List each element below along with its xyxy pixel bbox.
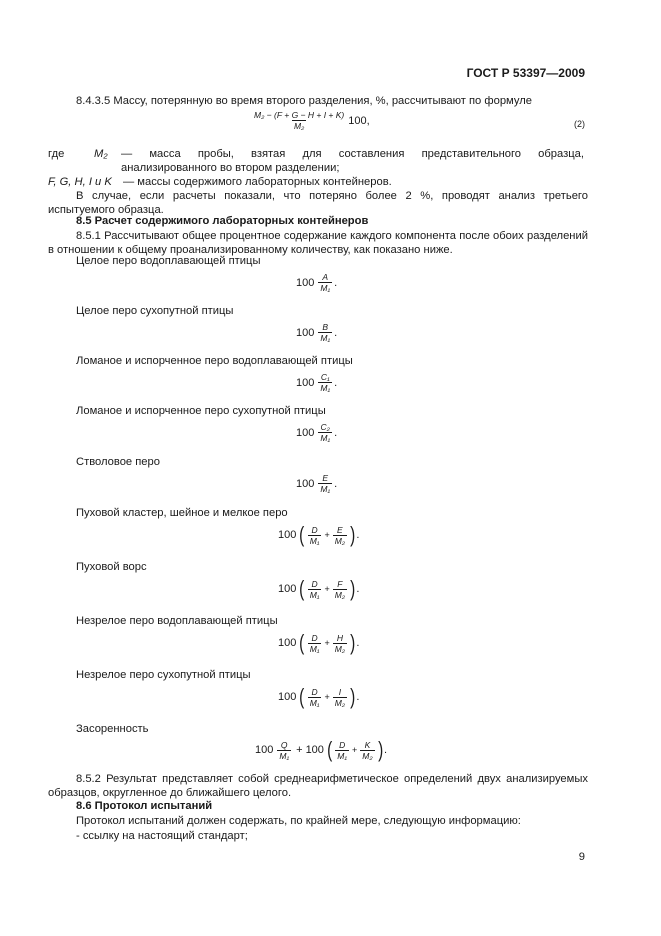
- list-item: - ссылку на настоящий стандарт;: [76, 830, 248, 842]
- formula-item: 100 $\frac{Q}{\text{M₁}}$ + 100 ( $\frac{D}{\text{M₁}}$ + $\frac{K}{\text{M₂}}$ ) .: [255, 737, 387, 762]
- para-8-6: Протокол испытаний должен содержать, по крайней мере, следующую информацию:: [76, 815, 521, 827]
- item-label: Пуховой ворс: [76, 561, 147, 573]
- note-third-sample: В случае, если расчеты показали, что потеряно более 2 %, проводят анализ третьего испытуемого образца.: [48, 190, 588, 216]
- formula-item: 100 ( $\frac{D}{\text{M₁}}$ + $\frac{E}{\text{M₂}}$ ) .: [278, 522, 360, 547]
- symbols-fghik: F, G, H, I и K: [48, 176, 112, 188]
- formula-item: 100 $\frac{A}{\text{M₁}}$ .: [296, 272, 338, 293]
- factor: 100,: [348, 114, 370, 127]
- formula-number: (2): [574, 119, 585, 129]
- formula-item: 100 $\frac{\text{C₁}}{\text{M₁}}$ .: [296, 372, 338, 393]
- para-8-5-1: 8.5.1 Рассчитывают общее процентное содержание каждого компонента после обоих разделений в отношении к общему проанализированному количеству, как показано ниже.: [48, 230, 588, 256]
- m2-definition: — масса пробы, взятая для составления представительного образца, анализированного во втором разделении;: [121, 148, 584, 174]
- formula-item: 100 ( $\frac{D}{\text{M₁}}$ + $\frac{I}{\text{M₂}}$ ) .: [278, 684, 360, 709]
- fraction: [252, 110, 346, 131]
- document-header: ГОСТ Р 53397—2009: [466, 66, 585, 80]
- page-number: 9: [578, 851, 585, 863]
- item-label: Незрелое перо водоплавающей птицы: [76, 615, 278, 627]
- formula-item: 100 ( $\frac{D}{\text{M₁}}$ + $\frac{F}{\text{M₂}}$ ) .: [278, 576, 360, 601]
- fghik-definition: — массы содержимого лабораторных контейнеров.: [123, 176, 392, 188]
- para-8-4-3-5: 8.4.3.5 Массу, потерянную во время второго разделения, %, рассчитывают по формуле: [76, 95, 532, 107]
- where-word: где: [48, 148, 65, 160]
- item-label: Ломаное и испорченное перо сухопутной птицы: [76, 405, 326, 417]
- section-8-6-title: 8.6 Протокол испытаний: [76, 800, 213, 812]
- item-label: Незрелое перо сухопутной птицы: [76, 669, 251, 681]
- formula-2: [250, 110, 370, 131]
- item-label: Целое перо водоплавающей птицы: [76, 255, 261, 267]
- formula-item: 100 $\frac{B}{\text{M₁}}$ .: [296, 322, 338, 343]
- item-label: Пуховой кластер, шейное и мелкое перо: [76, 507, 288, 519]
- formula-item: 100 ( $\frac{D}{\text{M₁}}$ + $\frac{H}{\text{M₂}}$ ) .: [278, 630, 360, 655]
- item-label: Стволовое перо: [76, 456, 160, 468]
- numerator: M₂ − (F + G − H + I + K): [254, 110, 345, 120]
- item-label: Засоренность: [76, 723, 149, 735]
- symbol-m2: M₂: [94, 148, 108, 160]
- formula-item: 100 $\frac{E}{\text{M₁}}$ .: [296, 473, 338, 494]
- item-label: Ломаное и испорченное перо водоплавающей птицы: [76, 355, 353, 367]
- item-label: Целое перо сухопутной птицы: [76, 305, 234, 317]
- denominator: M₂: [293, 121, 305, 131]
- para-8-5-2: 8.5.2 Результат представляет собой среднеарифметическое определений двух анализируемых образцов, округленное до ближайшего целого.: [48, 773, 588, 799]
- section-8-5-title: 8.5 Расчет содержимого лабораторных контейнеров: [76, 215, 369, 227]
- formula-item: 100 $\frac{\text{C₂}}{\text{M₁}}$ .: [296, 422, 338, 443]
